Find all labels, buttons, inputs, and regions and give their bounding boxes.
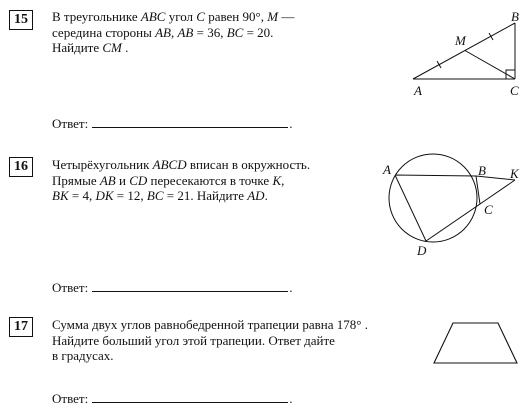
problem-16-answer <box>52 280 292 296</box>
label-16-B: B <box>478 163 486 178</box>
answer-input[interactable] <box>92 391 288 403</box>
problem-16-number: 16 <box>9 157 33 177</box>
math-var: K <box>272 172 282 188</box>
math-var: BC <box>146 188 164 203</box>
text-line <box>52 333 409 349</box>
text-run: вписан в окружность. <box>186 157 311 172</box>
problem-16-text <box>52 157 364 204</box>
text-run: и <box>115 172 130 188</box>
answer-period: . <box>289 116 293 131</box>
label-16-C: C <box>484 202 493 217</box>
text-run: В треугольнике <box>52 9 141 24</box>
answer-label: Ответ: <box>52 391 89 406</box>
text-run: = 4, <box>68 188 96 203</box>
math-var: M <box>267 9 279 24</box>
problem-15-number: 15 <box>9 10 33 30</box>
text-line <box>52 173 364 189</box>
text-run: = 20. <box>243 24 274 40</box>
problem-17-answer <box>52 391 292 407</box>
label-15-B: B <box>511 9 519 24</box>
label-15-C: C <box>510 83 519 98</box>
math-var: AB <box>177 24 194 40</box>
text-run: равен 90°, <box>204 9 268 24</box>
answer-label: Ответ: <box>52 116 89 131</box>
text-run: середина стороны <box>52 24 156 40</box>
text-run: . <box>264 188 268 203</box>
answer-input[interactable] <box>92 116 288 128</box>
text-line <box>52 25 352 41</box>
math-var: ABCD <box>152 157 187 172</box>
math-var: BC <box>226 24 244 40</box>
text-line <box>52 9 352 25</box>
problem-17-text <box>52 317 409 364</box>
math-var: BK <box>52 188 69 203</box>
text-run: Найдите больший угол этой трапеции. Ответ дайте <box>52 332 335 348</box>
math-var: CM <box>102 40 122 55</box>
label-16-A: A <box>383 162 391 177</box>
math-var: AB <box>99 172 116 188</box>
label-16-K: K <box>510 166 519 181</box>
problem-15-text <box>52 9 352 56</box>
label-15-M: M <box>455 33 466 48</box>
math-var: ABC <box>140 9 166 24</box>
answer-label: Ответ: <box>52 280 89 295</box>
text-run: пересекаются в точке <box>147 172 273 188</box>
answer-period: . <box>289 391 293 406</box>
math-var: C <box>196 9 205 24</box>
math-var: DK <box>95 188 114 203</box>
label-16-D: D <box>417 243 427 258</box>
answer-period: . <box>289 280 293 295</box>
answer-input[interactable] <box>92 280 288 292</box>
text-run: = 21. Найдите <box>163 188 248 203</box>
text-run: = 36, <box>193 24 227 40</box>
text-line <box>52 317 409 333</box>
text-run: Прямые <box>52 172 100 188</box>
text-run: — <box>278 9 295 24</box>
text-line <box>52 348 409 364</box>
text-run: Сумма двух углов равнобедренной трапеции равна 178° . <box>52 317 368 332</box>
text-run: , <box>281 172 285 188</box>
text-run: Найдите <box>52 40 103 55</box>
text-run: Четырёхугольник <box>52 157 153 172</box>
text-line <box>52 188 364 204</box>
text-line <box>52 157 364 173</box>
text-line <box>52 40 352 56</box>
label-15-A: A <box>414 83 422 98</box>
text-run: , <box>170 24 178 40</box>
math-var: CD <box>129 172 148 188</box>
math-var: AB <box>155 24 171 40</box>
text-run: угол <box>165 9 197 24</box>
text-run: . <box>121 40 129 55</box>
problem-15-answer <box>52 116 292 132</box>
problem-17-number: 17 <box>9 317 33 337</box>
text-run: = 12, <box>113 188 147 203</box>
math-var: AD <box>247 188 265 203</box>
text-run: в градусах. <box>52 348 114 363</box>
